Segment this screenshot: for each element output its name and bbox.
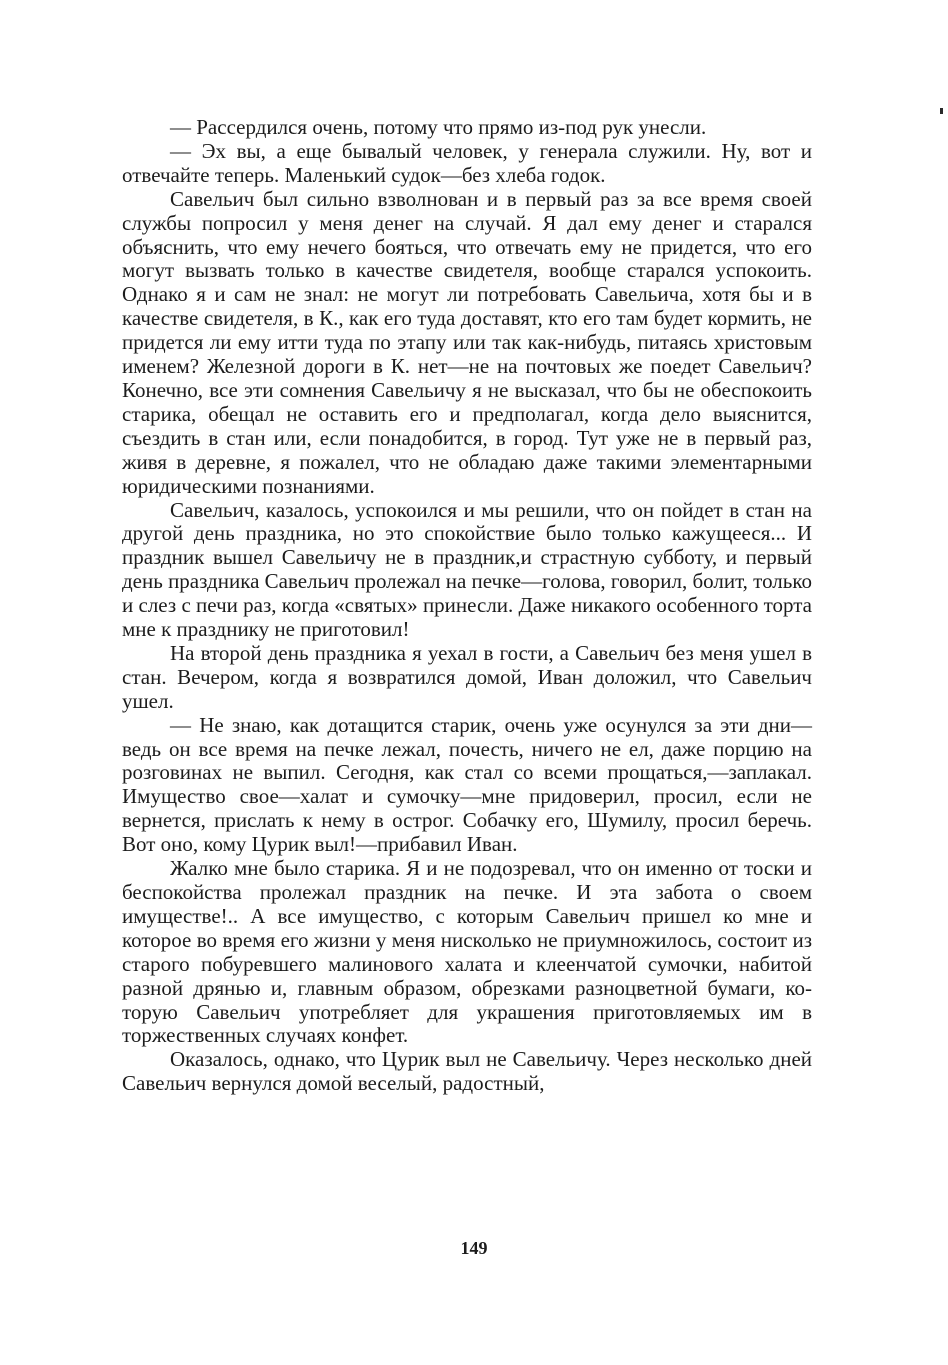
paragraph: — Рассердился очень, потому что прямо из-под рук унесли. [170,115,707,139]
paragraph: — Эх вы, а еще бывалый человек, у генерала служили. Ну, вот и отвечайте теперь. Маленький судок—без хлеба годок. [122,138,812,187]
paragraph: — Не знаю, как дотащится старик, очень уже осунулся за эти дни—ведь он все время на печке лежал, почесть, ничего не ел, даже порцию на розговинах не выпил. Сегодня, как стал со всеми прощаться,—заплакал. Имущество свое—халат и сумочку—мне придоверил, просил, если не вернется, прислать к нему в острог. Собачку его, Шумилу, просил беречь. Вот оно, кому Цурик выл!—прибавил Иван. [122,712,812,857]
page-number: 149 [460,1238,488,1258]
body-text [122,116,812,1096]
paragraph: Савельич был сильно взволнован и в первый раз за все время своей службы попросил у меня денег на случай. Я дал ему денег и старался объяснить, что ему нечего бояться, что отвечать ему не придется, что его могут вызвать только в качестве свидетеля, вообще старался успокоить. Однако я и сам не знал: не могут ли потребовать Савельича, хотя бы и в качестве свидетеля, в К., как его туда доставят, кто его там будет кормить, не придется ли ему итти туда по этапу или так как-нибудь, питаясь христовым именем? Железной дороги в К. нет—не на почтовых же поедет Савельич? Конечно, все эти сомнения Савельичу я не высказал, что бы не обеспокоить старика, обещал не оставить его и предполагал, когда дело выяснится, съездить в стан или, если понадобится, в город. Тут уже не в первый раз, живя в деревне, я пожалел, что не обладаю даже такими элементарными юридическими познаниями. [122,186,812,498]
scan-edge-mark [940,108,943,114]
paragraph: На второй день праздника я уехал в гости, а Савельич без меня ушел в стан. Вечером, когда я возвратился домой, Иван доложил, что Савельич ушел. [122,640,812,713]
paragraph: Оказалось, однако, что Цурик выл не Савельичу. Через несколько дней Савельич вернулся домой веселый, радостный, [122,1047,812,1096]
paragraph: Жалко мне было старика. Я и не подозревал, что он именно от тоски и беспокойства пролежал праздник на печке. И эта забота о своем имуществе!.. А все имущество, с которым Савельич пришел ко мне и которое во время его жизни у меня нисколько не приумножилось, состоит из старого побуревшего малинового халата и клеенчатой сумочки, набитой разной дрянью и, главным образом, обрезками разноцветной бумаги, которую Савельич употребляет для украшения приготовляемых им в торжественных случаях конфет. [122,856,812,1048]
paragraph: Савельич, казалось, успокоился и мы решили, что он пойдет в стан на другой день праздника, но это спокойствие было только кажущееся... И праздник вышел Савельичу не в праздник,и страстную субботу, и первый день праздника Савельич пролежал на печке—голова, говорил, болит, только и слез с печи раз, когда «святых» принесли. Даже никакого особенного торта мне к празднику не приготовил! [122,497,812,642]
